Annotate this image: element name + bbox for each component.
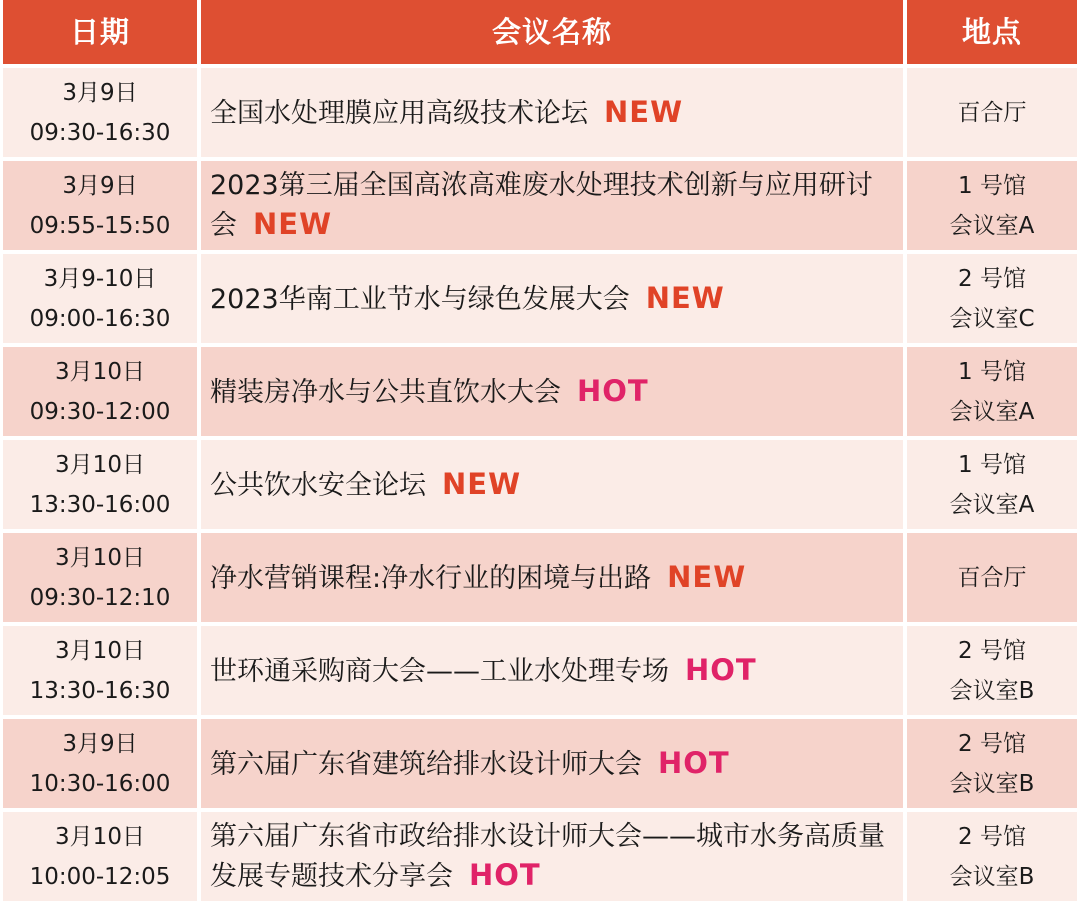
conference-title: 净水营销课程:净水行业的困境与出路 xyxy=(210,562,652,594)
date-time: 10:30-16:00 xyxy=(29,770,171,797)
location-room: 会议室B xyxy=(949,677,1035,704)
location-cell xyxy=(907,626,1077,715)
date-cell xyxy=(3,440,197,529)
location-hall: 2 号馆 xyxy=(958,637,1026,664)
date-day: 3月10日 xyxy=(55,544,145,571)
date-time: 09:30-12:10 xyxy=(29,584,171,611)
conference-title: 精装房净水与公共直饮水大会 xyxy=(210,376,561,408)
date-time: 10:00-12:05 xyxy=(29,863,171,890)
date-time: 13:30-16:00 xyxy=(29,491,171,518)
location-cell xyxy=(907,68,1077,157)
date-cell xyxy=(3,719,197,808)
date-cell xyxy=(3,254,197,343)
status-badge: HOT xyxy=(685,652,757,687)
conference-title: 2023华南工业节水与绿色发展大会 xyxy=(210,283,630,315)
date-cell xyxy=(3,161,197,250)
location-hall: 2 号馆 xyxy=(958,730,1026,757)
date-time: 09:55-15:50 xyxy=(29,212,171,239)
conference-title: 第六届广东省市政给排水设计师大会——城市水务高质量发展专题技术分享会 xyxy=(210,820,885,892)
location-room: 会议室A xyxy=(949,212,1035,239)
location-cell xyxy=(907,719,1077,808)
date-day: 3月10日 xyxy=(55,451,145,478)
location-cell xyxy=(907,440,1077,529)
location-hall: 1 号馆 xyxy=(958,172,1026,199)
location-room: 会议室A xyxy=(949,398,1035,425)
header-location: 地点 xyxy=(907,0,1077,64)
conference-name-cell xyxy=(201,812,903,901)
status-badge: HOT xyxy=(658,745,730,780)
conference-title: 世环通采购商大会——工业水处理专场 xyxy=(210,655,669,687)
status-badge: HOT xyxy=(577,373,649,408)
conference-name-cell xyxy=(201,719,903,808)
status-badge: NEW xyxy=(667,559,747,594)
status-badge: NEW xyxy=(645,280,725,315)
conference-name-cell xyxy=(201,68,903,157)
conference-name-cell xyxy=(201,347,903,436)
date-day: 3月9日 xyxy=(62,79,138,106)
date-time: 09:30-12:00 xyxy=(29,398,171,425)
date-time: 09:00-16:30 xyxy=(29,305,171,332)
status-badge: NEW xyxy=(604,94,684,129)
date-day: 3月9日 xyxy=(62,172,138,199)
conference-name-cell xyxy=(201,161,903,250)
location-hall: 百合厅 xyxy=(957,99,1027,126)
location-room: 会议室C xyxy=(949,305,1035,332)
location-cell xyxy=(907,161,1077,250)
location-hall: 2 号馆 xyxy=(958,265,1026,292)
status-badge: HOT xyxy=(469,857,541,892)
status-badge: NEW xyxy=(442,466,522,501)
date-day: 3月9日 xyxy=(62,730,138,757)
date-day: 3月10日 xyxy=(55,823,145,850)
location-cell xyxy=(907,812,1077,901)
conference-title: 全国水处理膜应用高级技术论坛 xyxy=(210,97,588,129)
date-cell xyxy=(3,347,197,436)
conference-name-cell xyxy=(201,440,903,529)
date-cell xyxy=(3,626,197,715)
location-cell xyxy=(907,347,1077,436)
header-conference-name: 会议名称 xyxy=(201,0,903,64)
location-hall: 1 号馆 xyxy=(958,451,1026,478)
status-badge: NEW xyxy=(253,206,333,241)
date-day: 3月10日 xyxy=(55,637,145,664)
date-cell xyxy=(3,533,197,622)
date-time: 13:30-16:30 xyxy=(29,677,171,704)
date-time: 09:30-16:30 xyxy=(29,119,171,146)
location-room: 会议室B xyxy=(949,770,1035,797)
conference-name-cell xyxy=(201,626,903,715)
date-cell xyxy=(3,68,197,157)
location-room: 会议室B xyxy=(949,863,1035,890)
date-day: 3月10日 xyxy=(55,358,145,385)
location-hall: 1 号馆 xyxy=(958,358,1026,385)
location-room: 会议室A xyxy=(949,491,1035,518)
conference-title: 第六届广东省建筑给排水设计师大会 xyxy=(210,748,642,780)
location-hall: 2 号馆 xyxy=(958,823,1026,850)
conference-title: 公共饮水安全论坛 xyxy=(210,469,426,501)
location-cell xyxy=(907,254,1077,343)
conference-name-cell xyxy=(201,254,903,343)
location-hall: 百合厅 xyxy=(957,564,1027,591)
date-day: 3月9-10日 xyxy=(43,265,157,292)
conference-name-cell xyxy=(201,533,903,622)
date-cell xyxy=(3,812,197,901)
conference-title: 2023第三届全国高浓高难废水处理技术创新与应用研讨会 xyxy=(210,169,873,241)
header-date: 日期 xyxy=(3,0,197,64)
location-cell xyxy=(907,533,1077,622)
